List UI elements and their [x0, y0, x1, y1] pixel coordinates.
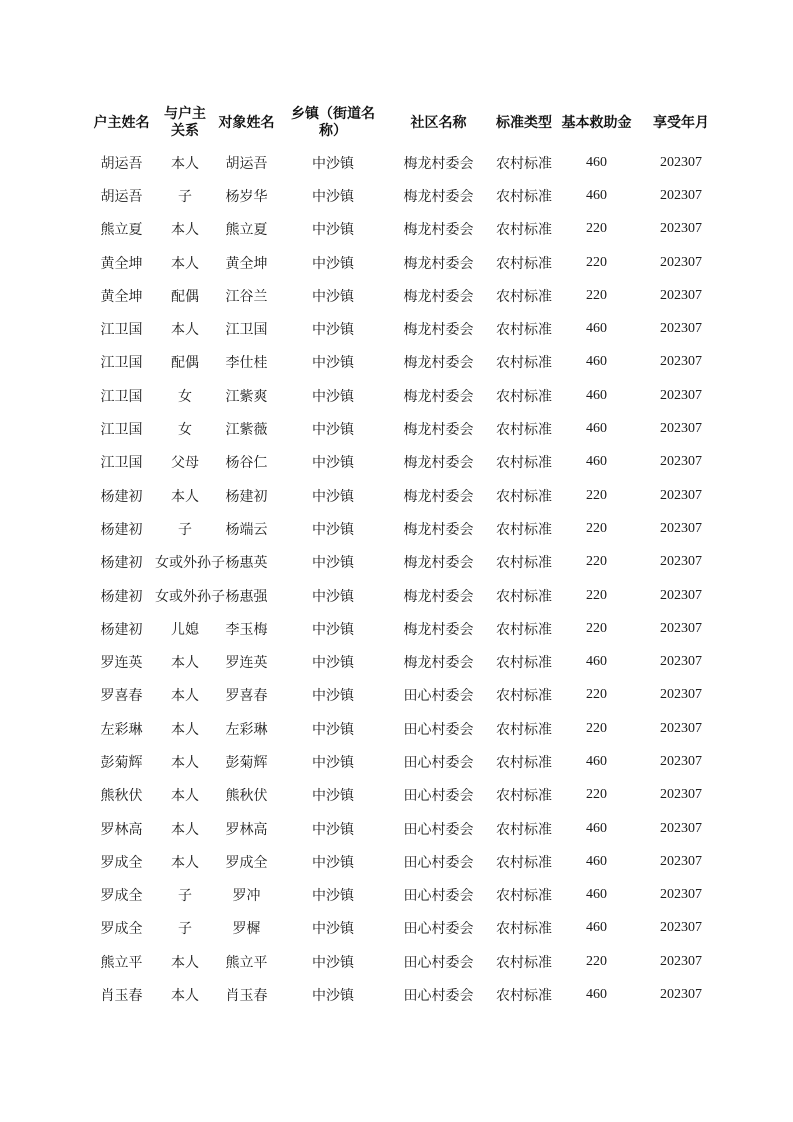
table-row — [88, 146, 728, 179]
township-cell: 中沙镇 — [312, 655, 354, 672]
header-recipient-name: 对象姓名 — [218, 114, 275, 131]
relation-cell: 本人 — [171, 854, 199, 871]
community-cell: 梅龙村委会 — [403, 422, 474, 439]
standard-type-cell: 农村标准 — [496, 788, 552, 805]
header-community: 社区名称 — [410, 114, 467, 131]
relief-amount-cell: 460 — [586, 654, 607, 670]
township-cell: 中沙镇 — [312, 954, 354, 971]
benefit-month-cell: 202307 — [660, 654, 702, 670]
recipient-cell: 江紫爽 — [225, 388, 268, 405]
householder-cell: 杨建初 — [100, 488, 143, 505]
relief-amount-cell: 220 — [586, 254, 607, 270]
township-cell: 中沙镇 — [312, 888, 354, 905]
township-cell: 中沙镇 — [312, 621, 354, 638]
township-cell: 中沙镇 — [312, 488, 354, 505]
community-cell: 梅龙村委会 — [403, 355, 474, 372]
recipient-cell: 杨谷仁 — [225, 455, 268, 472]
recipient-cell: 罗连英 — [225, 655, 268, 672]
relief-amount-cell: 460 — [586, 753, 607, 769]
relation-cell: 子 — [178, 921, 192, 938]
relief-amount-cell: 460 — [586, 820, 607, 836]
householder-cell: 罗连英 — [100, 655, 143, 672]
householder-cell: 江卫国 — [100, 422, 143, 439]
table-row — [88, 779, 728, 812]
township-cell: 中沙镇 — [312, 921, 354, 938]
householder-cell: 江卫国 — [100, 455, 143, 472]
householder-cell: 左彩琳 — [100, 721, 143, 738]
relief-amount-cell: 220 — [586, 587, 607, 603]
recipient-cell: 彭菊辉 — [225, 754, 268, 771]
benefit-month-cell: 202307 — [660, 354, 702, 370]
relation-cell: 女 — [178, 388, 192, 405]
benefit-month-cell: 202307 — [660, 154, 702, 170]
recipient-cell: 黄全坤 — [225, 255, 268, 272]
table-row — [88, 479, 728, 512]
relation-cell: 配偶 — [171, 355, 199, 372]
standard-type-cell: 农村标准 — [496, 188, 552, 205]
relief-amount-cell: 460 — [586, 887, 607, 903]
benefit-month-cell: 202307 — [660, 254, 702, 270]
standard-type-cell: 农村标准 — [496, 688, 552, 705]
standard-type-cell: 农村标准 — [496, 821, 552, 838]
standard-type-cell: 农村标准 — [496, 555, 552, 572]
recipient-cell: 肖玉春 — [225, 988, 268, 1005]
relief-amount-cell: 460 — [586, 987, 607, 1003]
township-cell: 中沙镇 — [312, 388, 354, 405]
benefit-month-cell: 202307 — [660, 987, 702, 1003]
table-row — [88, 845, 728, 878]
recipient-cell: 罗林高 — [225, 821, 268, 838]
recipient-cell: 罗成全 — [225, 854, 268, 871]
relief-amount-cell: 460 — [586, 853, 607, 869]
table-row — [88, 945, 728, 978]
standard-type-cell: 农村标准 — [496, 455, 552, 472]
recipient-cell: 李仕桂 — [225, 355, 268, 372]
relation-cell: 本人 — [171, 488, 199, 505]
community-cell: 田心村委会 — [403, 688, 474, 705]
community-cell: 梅龙村委会 — [403, 322, 474, 339]
relief-amount-cell: 460 — [586, 354, 607, 370]
relief-amount-cell: 460 — [586, 421, 607, 437]
recipient-cell: 熊立平 — [225, 954, 268, 971]
standard-type-cell: 农村标准 — [496, 488, 552, 505]
township-cell: 中沙镇 — [312, 222, 354, 239]
community-cell: 梅龙村委会 — [403, 188, 474, 205]
table-row — [88, 679, 728, 712]
table-row — [88, 246, 728, 279]
relation-cell: 本人 — [171, 788, 199, 805]
township-cell: 中沙镇 — [312, 788, 354, 805]
community-cell: 梅龙村委会 — [403, 388, 474, 405]
community-cell: 梅龙村委会 — [403, 288, 474, 305]
township-cell: 中沙镇 — [312, 288, 354, 305]
community-cell: 梅龙村委会 — [403, 488, 474, 505]
recipient-cell: 罗樨 — [232, 921, 261, 938]
township-cell: 中沙镇 — [312, 521, 354, 538]
relation-cell: 本人 — [171, 821, 199, 838]
relief-amount-cell: 220 — [586, 953, 607, 969]
relation-cell: 父母 — [171, 455, 199, 472]
standard-type-cell: 农村标准 — [496, 988, 552, 1005]
header-householder-name: 户主姓名 — [93, 114, 150, 131]
recipient-cell: 胡运吾 — [225, 155, 268, 172]
relief-roster-sheet — [88, 100, 728, 1012]
benefit-month-cell: 202307 — [660, 421, 702, 437]
relief-amount-cell: 220 — [586, 487, 607, 503]
relief-amount-cell: 220 — [586, 554, 607, 570]
benefit-month-cell: 202307 — [660, 620, 702, 636]
standard-type-cell: 农村标准 — [496, 921, 552, 938]
township-cell: 中沙镇 — [312, 821, 354, 838]
relief-amount-cell: 220 — [586, 787, 607, 803]
relation-cell: 本人 — [171, 754, 199, 771]
community-cell: 梅龙村委会 — [403, 455, 474, 472]
table-row — [88, 978, 728, 1011]
recipient-cell: 罗冲 — [232, 888, 261, 905]
benefit-month-cell: 202307 — [660, 454, 702, 470]
recipient-cell: 江紫薇 — [225, 422, 268, 439]
header-relation-to-householder: 与户主关系 — [164, 106, 206, 139]
community-cell: 梅龙村委会 — [403, 222, 474, 239]
householder-cell: 江卫国 — [100, 322, 143, 339]
recipient-cell: 杨惠强 — [225, 588, 268, 605]
benefit-month-cell: 202307 — [660, 520, 702, 536]
standard-type-cell: 农村标准 — [496, 954, 552, 971]
standard-type-cell: 农村标准 — [496, 721, 552, 738]
community-cell: 田心村委会 — [403, 754, 474, 771]
community-cell: 田心村委会 — [403, 988, 474, 1005]
community-cell: 田心村委会 — [403, 788, 474, 805]
standard-type-cell: 农村标准 — [496, 588, 552, 605]
benefit-month-cell: 202307 — [660, 387, 702, 403]
table-row — [88, 446, 728, 479]
table-row — [88, 379, 728, 412]
community-cell: 田心村委会 — [403, 954, 474, 971]
recipient-cell: 熊立夏 — [225, 222, 268, 239]
relation-cell: 本人 — [171, 322, 199, 339]
relation-cell: 本人 — [171, 222, 199, 239]
benefit-month-cell: 202307 — [660, 820, 702, 836]
benefit-month-cell: 202307 — [660, 853, 702, 869]
relief-amount-cell: 460 — [586, 321, 607, 337]
standard-type-cell: 农村标准 — [496, 888, 552, 905]
township-cell: 中沙镇 — [312, 322, 354, 339]
recipient-cell: 江谷兰 — [225, 288, 268, 305]
benefit-month-cell: 202307 — [660, 321, 702, 337]
standard-type-cell: 农村标准 — [496, 288, 552, 305]
householder-cell: 罗成全 — [100, 921, 143, 938]
householder-cell: 熊立平 — [100, 954, 143, 971]
recipient-cell: 熊秋伏 — [225, 788, 268, 805]
benefit-month-cell: 202307 — [660, 187, 702, 203]
recipient-cell: 杨惠英 — [225, 555, 268, 572]
householder-cell: 罗成全 — [100, 888, 143, 905]
community-cell: 梅龙村委会 — [403, 255, 474, 272]
recipient-cell: 江卫国 — [225, 322, 268, 339]
householder-cell: 罗林高 — [100, 821, 143, 838]
table-row — [88, 612, 728, 645]
relation-cell: 女或外孙子 — [155, 555, 225, 572]
header-basic-relief: 基本救助金 — [561, 114, 632, 131]
relief-amount-cell: 460 — [586, 187, 607, 203]
township-cell: 中沙镇 — [312, 588, 354, 605]
benefit-month-cell: 202307 — [660, 554, 702, 570]
householder-cell: 罗喜春 — [100, 688, 143, 705]
header-row — [88, 100, 728, 146]
standard-type-cell: 农村标准 — [496, 322, 552, 339]
relief-amount-cell: 220 — [586, 287, 607, 303]
recipient-cell: 杨端云 — [225, 521, 268, 538]
table-row — [88, 312, 728, 345]
relation-cell: 配偶 — [171, 288, 199, 305]
householder-cell: 胡运吾 — [100, 188, 143, 205]
township-cell: 中沙镇 — [312, 688, 354, 705]
standard-type-cell: 农村标准 — [496, 754, 552, 771]
relief-amount-cell: 220 — [586, 620, 607, 636]
relief-amount-cell: 220 — [586, 520, 607, 536]
community-cell: 田心村委会 — [403, 854, 474, 871]
township-cell: 中沙镇 — [312, 155, 354, 172]
relief-amount-cell: 460 — [586, 154, 607, 170]
township-cell: 中沙镇 — [312, 988, 354, 1005]
relief-amount-cell: 220 — [586, 687, 607, 703]
standard-type-cell: 农村标准 — [496, 155, 552, 172]
table-row — [88, 346, 728, 379]
householder-cell: 杨建初 — [100, 555, 143, 572]
table-row — [88, 579, 728, 612]
relation-cell: 本人 — [171, 155, 199, 172]
table-row — [88, 912, 728, 945]
township-cell: 中沙镇 — [312, 854, 354, 871]
relation-cell: 子 — [178, 521, 192, 538]
householder-cell: 杨建初 — [100, 521, 143, 538]
community-cell: 田心村委会 — [403, 721, 474, 738]
relation-cell: 女或外孙子 — [155, 588, 225, 605]
table-row — [88, 546, 728, 579]
householder-cell: 黄全坤 — [100, 255, 143, 272]
community-cell: 梅龙村委会 — [403, 655, 474, 672]
township-cell: 中沙镇 — [312, 188, 354, 205]
householder-cell: 熊秋伏 — [100, 788, 143, 805]
benefit-month-cell: 202307 — [660, 887, 702, 903]
community-cell: 田心村委会 — [403, 921, 474, 938]
householder-cell: 杨建初 — [100, 621, 143, 638]
relation-cell: 本人 — [171, 255, 199, 272]
relation-cell: 儿媳 — [171, 621, 199, 638]
benefit-month-cell: 202307 — [660, 953, 702, 969]
header-benefit-month: 享受年月 — [653, 114, 709, 131]
standard-type-cell: 农村标准 — [496, 222, 552, 239]
householder-cell: 熊立夏 — [100, 222, 143, 239]
table-row — [88, 512, 728, 545]
recipient-cell: 杨岁华 — [225, 188, 268, 205]
relation-cell: 本人 — [171, 954, 199, 971]
community-cell: 梅龙村委会 — [403, 555, 474, 572]
community-cell: 梅龙村委会 — [403, 588, 474, 605]
township-cell: 中沙镇 — [312, 721, 354, 738]
standard-type-cell: 农村标准 — [496, 422, 552, 439]
householder-cell: 罗成全 — [100, 854, 143, 871]
householder-cell: 彭菊辉 — [100, 754, 143, 771]
benefit-month-cell: 202307 — [660, 287, 702, 303]
community-cell: 田心村委会 — [403, 821, 474, 838]
relation-cell: 本人 — [171, 721, 199, 738]
relief-amount-cell: 460 — [586, 920, 607, 936]
relation-cell: 女 — [178, 422, 192, 439]
standard-type-cell: 农村标准 — [496, 621, 552, 638]
recipient-cell: 杨建初 — [225, 488, 268, 505]
community-cell: 梅龙村委会 — [403, 521, 474, 538]
relief-amount-cell: 460 — [586, 454, 607, 470]
relief-amount-cell: 220 — [586, 221, 607, 237]
recipient-cell: 左彩琳 — [225, 721, 268, 738]
table-row — [88, 279, 728, 312]
householder-cell: 肖玉春 — [100, 988, 143, 1005]
relation-cell: 本人 — [171, 688, 199, 705]
table-row — [88, 712, 728, 745]
recipient-cell: 罗喜春 — [225, 688, 268, 705]
table-row — [88, 745, 728, 778]
township-cell: 中沙镇 — [312, 455, 354, 472]
recipient-cell: 李玉梅 — [225, 621, 268, 638]
table-row — [88, 879, 728, 912]
benefit-month-cell: 202307 — [660, 221, 702, 237]
table-row — [88, 812, 728, 845]
standard-type-cell: 农村标准 — [496, 388, 552, 405]
township-cell: 中沙镇 — [312, 754, 354, 771]
relief-amount-cell: 220 — [586, 720, 607, 736]
table-row — [88, 645, 728, 678]
relation-cell: 本人 — [171, 988, 199, 1005]
householder-cell: 江卫国 — [100, 355, 143, 372]
table-body — [88, 146, 728, 1012]
benefit-month-cell: 202307 — [660, 720, 702, 736]
relief-amount-cell: 460 — [586, 387, 607, 403]
township-cell: 中沙镇 — [312, 355, 354, 372]
benefit-month-cell: 202307 — [660, 587, 702, 603]
standard-type-cell: 农村标准 — [496, 854, 552, 871]
table-header — [88, 100, 728, 146]
header-township: 乡镇（街道名称） — [291, 106, 375, 139]
township-cell: 中沙镇 — [312, 422, 354, 439]
benefit-month-cell: 202307 — [660, 753, 702, 769]
table-row — [88, 213, 728, 246]
relation-cell: 子 — [178, 888, 192, 905]
relation-cell: 子 — [178, 188, 192, 205]
householder-cell: 胡运吾 — [100, 155, 143, 172]
table-row — [88, 179, 728, 212]
community-cell: 田心村委会 — [403, 888, 474, 905]
community-cell: 梅龙村委会 — [403, 155, 474, 172]
householder-cell: 杨建初 — [100, 588, 143, 605]
township-cell: 中沙镇 — [312, 255, 354, 272]
relief-roster-table — [88, 100, 728, 1012]
header-standard-type: 标准类型 — [496, 114, 552, 131]
relation-cell: 本人 — [171, 655, 199, 672]
householder-cell: 江卫国 — [100, 388, 143, 405]
standard-type-cell: 农村标准 — [496, 355, 552, 372]
standard-type-cell: 农村标准 — [496, 655, 552, 672]
table-row — [88, 412, 728, 445]
community-cell: 梅龙村委会 — [403, 621, 474, 638]
benefit-month-cell: 202307 — [660, 487, 702, 503]
benefit-month-cell: 202307 — [660, 687, 702, 703]
township-cell: 中沙镇 — [312, 555, 354, 572]
householder-cell: 黄全坤 — [100, 288, 143, 305]
benefit-month-cell: 202307 — [660, 787, 702, 803]
standard-type-cell: 农村标准 — [496, 521, 552, 538]
standard-type-cell: 农村标准 — [496, 255, 552, 272]
benefit-month-cell: 202307 — [660, 920, 702, 936]
